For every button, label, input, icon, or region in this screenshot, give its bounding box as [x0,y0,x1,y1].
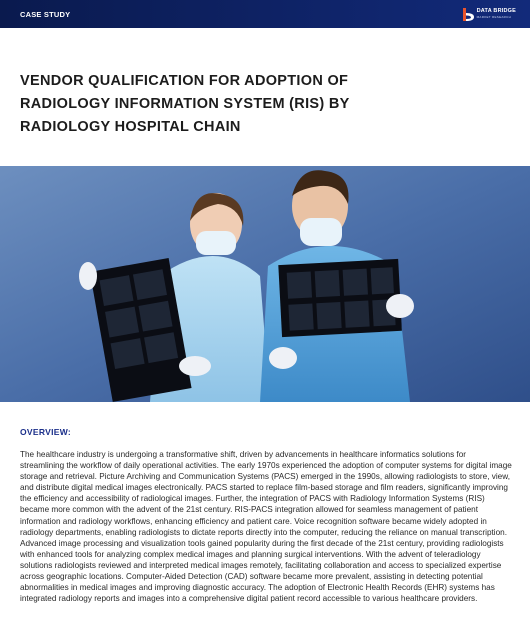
overview-heading: OVERVIEW: [20,427,72,437]
overview-paragraph: The healthcare industry is undergoing a transformative shift, driven by advancements in healthcare informatics solutions for streamlining the workflow of daily operational activities. The early 1970s experienced the adoption of computer systems for digital image storage and retrieval. Picture Archiving and Communication Systems (PACS) emerged in the 1990s, allowing radiologists to store, view, and distribute digital medical images electronically. PACS started to replace film-based storage and film readers, significantly improving the efficiency and accessibility of radiological images. Further, the integration of PACS with Radiology Information Systems (RIS) became more common with the advent of the 21st century. RIS-PACS integration allowed for seamless management of patient information and radiology workflows, enhancing efficiency and patient care. Voice recognition software became widely adopted in radiology departments, enabling radiologists to dictate reports directly into the computer, reducing the reliance on manual transcription. Advanced image processing and visualization tools gained popularity during the first decade of the 21st century, providing radiologists with enhanced tools for analyzing complex medical images and planning surgical interventions. With the advent of teleradiology solutions radiologists reviewed and interpreted medical images remotely, facilitating collaboration and access to specialized expertise across geographic locations. Computer-Aided Detection (CAD) software became more prevalent, assisting in detecting potential abnormalities in medical images and improving diagnostic accuracy. The adoption of Electronic Health Records (EHR) systems has integrated radiology reports and images into a comprehensive digital patient record accessible to various healthcare providers. [20,450,512,604]
page-title: VENDOR QUALIFICATION FOR ADOPTION OF RADIOLOGY INFORMATION SYSTEM (RIS) BY RADIOLOGY HOSPITAL CHAIN [20,73,350,135]
hero-image [0,166,530,402]
case-study-label: CASE STUDY [20,9,71,19]
logo-tagline: MARKET RESEARCH [476,14,512,19]
logo-mark-icon [463,8,474,21]
header-bar [0,0,530,28]
company-logo[interactable] [463,8,516,21]
logo-name: DATA BRIDGE [476,8,516,15]
